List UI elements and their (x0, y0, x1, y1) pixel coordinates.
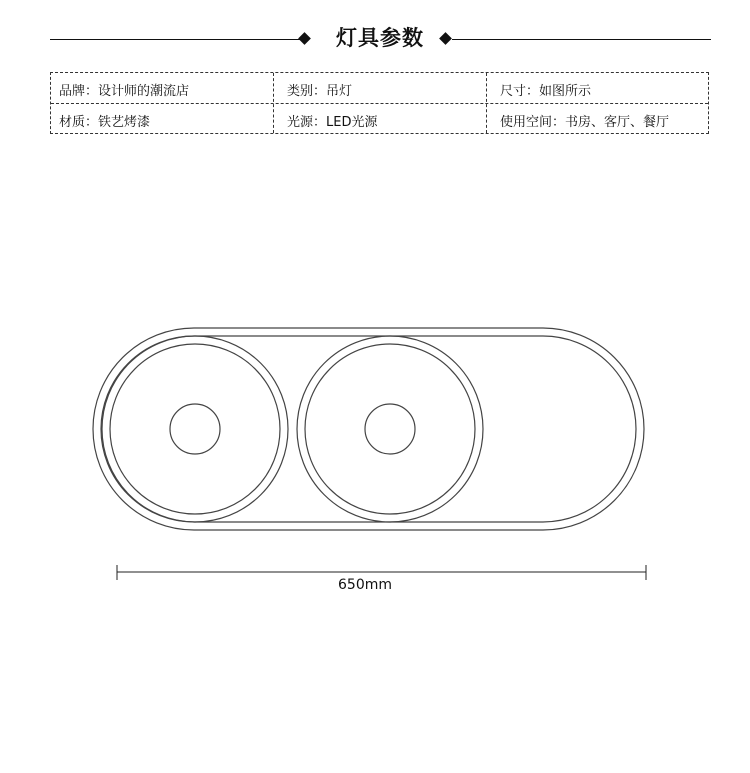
lamp-ring-left-inner (110, 344, 280, 514)
spec-light-source: 光源：LED光源 (287, 115, 378, 130)
lamp-outline (93, 328, 644, 530)
spec-size: 尺寸：如图所示 (500, 84, 592, 99)
lamp-ring-right-outer (297, 336, 483, 522)
lamp-light-left (170, 404, 220, 454)
lamp-ring-right-inner (305, 344, 475, 514)
lamp-body-inner (101, 336, 636, 522)
spec-category: 类别：吊灯 (287, 84, 353, 99)
spec-brand: 品牌：设计师的潮流店 (59, 84, 190, 99)
page-title: 灯具参数 (336, 26, 424, 50)
lamp-light-right (365, 404, 415, 454)
lamp-ring-left-outer (102, 336, 288, 522)
spec-usage-space: 使用空间：书房、客厅、餐厅 (500, 115, 670, 130)
spec-material: 材质：铁艺烤漆 (59, 115, 151, 130)
dimension-label: 650mm (338, 577, 392, 593)
lamp-body-outer (93, 328, 644, 530)
